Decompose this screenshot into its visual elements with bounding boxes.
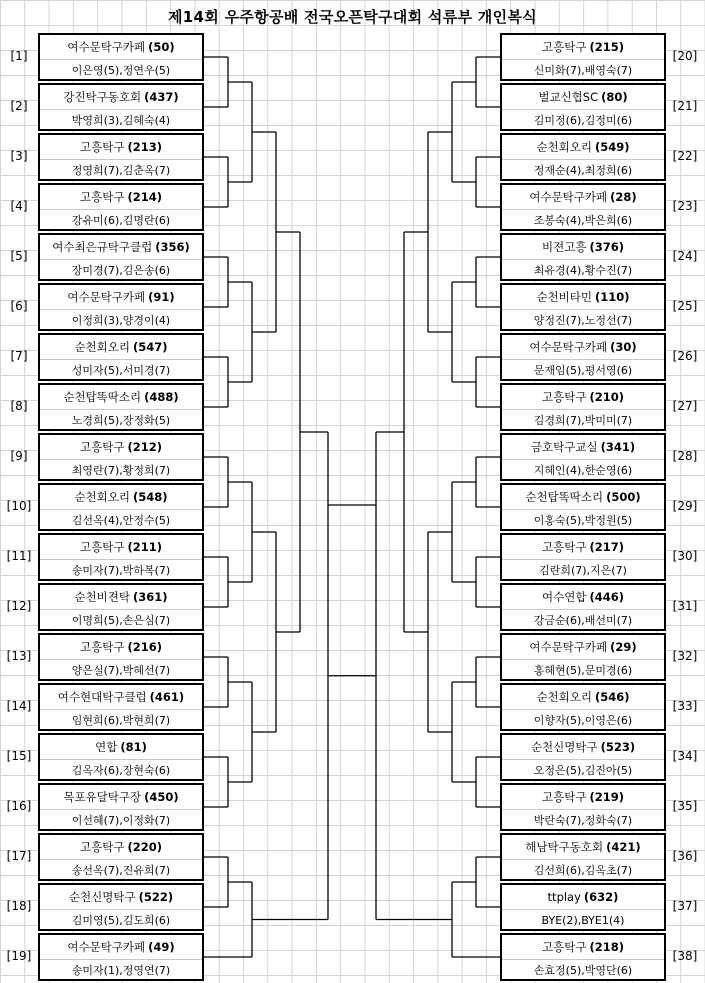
- player-names: 홍혜현(5),문미경(6): [533, 664, 633, 677]
- club-name: 여수최은규탁구클럽: [52, 240, 153, 254]
- player-names: 박란숙(7),정화숙(7): [533, 814, 633, 827]
- seed-number: [13]: [6, 649, 32, 663]
- club-name: 해남탁구동호회: [525, 840, 604, 854]
- seed-number: [37]: [672, 899, 698, 913]
- club-name: 여수문탁구카페: [67, 290, 146, 304]
- club-number: (213): [127, 140, 162, 154]
- club-name: 순천회오리: [74, 340, 130, 354]
- player-names: 노경희(5),장정화(5): [71, 414, 171, 427]
- seed-number: [19]: [6, 949, 32, 963]
- seed-number: [33]: [672, 699, 698, 713]
- club-name: 순천신명탁구: [68, 890, 136, 904]
- player-names: 성미자(5),서미경(7): [71, 364, 171, 377]
- club-number: (80): [601, 90, 628, 104]
- club-number: (546): [595, 690, 630, 704]
- seed-number: [12]: [6, 599, 32, 613]
- seed-number: [6]: [10, 299, 28, 313]
- club-number: (219): [589, 790, 624, 804]
- club-name: 고흥탁구: [80, 140, 125, 154]
- club-number: (549): [595, 140, 630, 154]
- player-names: 강유미(6),김명란(6): [71, 214, 171, 227]
- seed-number: [35]: [672, 799, 698, 813]
- seed-number: [9]: [10, 449, 28, 463]
- player-names: 송미자(7),박하복(7): [71, 564, 171, 577]
- club-number: (29): [610, 640, 637, 654]
- club-number: (217): [589, 540, 624, 554]
- player-names: 김미정(6),김정미(6): [533, 114, 633, 127]
- club-number: (218): [589, 940, 624, 954]
- club-name: 고흥탁구: [542, 790, 587, 804]
- club-number: (215): [589, 40, 624, 54]
- club-number: (548): [133, 490, 168, 504]
- club-number: (341): [600, 440, 636, 454]
- club-number: (356): [155, 240, 190, 254]
- seed-number: [11]: [6, 549, 32, 563]
- club-number: (91): [148, 290, 175, 304]
- club-name: 고흥탁구: [542, 940, 587, 954]
- club-number: (49): [148, 940, 175, 954]
- seed-number: [8]: [10, 399, 28, 413]
- player-names: 송미자(1),정영연(7): [71, 964, 171, 977]
- seed-number: [2]: [10, 99, 28, 113]
- club-number: (212): [127, 440, 162, 454]
- club-number: (376): [589, 240, 624, 254]
- club-number: (632): [583, 890, 619, 904]
- player-names: 이선혜(7),이정화(7): [71, 814, 171, 827]
- seed-number: [15]: [6, 749, 32, 763]
- club-number: (523): [600, 740, 636, 754]
- club-name: 고흥탁구: [80, 540, 125, 554]
- seed-number: [21]: [672, 99, 698, 113]
- club-name: 고흥탁구: [80, 640, 125, 654]
- player-names: 김미영(5),김도희(6): [71, 914, 171, 927]
- seed-number: [26]: [672, 349, 698, 363]
- player-names: 정영희(7),김춘옥(7): [71, 164, 171, 177]
- club-number: (437): [144, 90, 179, 104]
- seed-number: [22]: [672, 149, 698, 163]
- player-names: 이홍숙(5),박정원(5): [533, 514, 633, 527]
- club-name: 벌교신협SC: [538, 90, 599, 104]
- player-names: BYE(2),BYE1(4): [541, 914, 625, 927]
- club-name: 고흥탁구: [80, 840, 125, 854]
- club-name: 순천신명탁구: [530, 740, 598, 754]
- player-names: 지혜인(4),한순영(6): [533, 464, 633, 477]
- player-names: 김란희(7),지은(7): [539, 564, 627, 577]
- club-name: 여수문탁구카페: [529, 190, 608, 204]
- player-names: 강금순(6),배선미(7): [533, 614, 633, 627]
- player-names: 조봉숙(4),박은희(6): [533, 214, 633, 227]
- player-names: 송선옥(7),진유희(7): [71, 864, 171, 877]
- player-names: 장미경(7),김은송(6): [71, 264, 171, 277]
- player-names: 오정은(5),김진아(5): [533, 764, 633, 777]
- club-name: 고흥탁구: [80, 190, 125, 204]
- seed-number: [20]: [672, 49, 698, 63]
- seed-number: [10]: [6, 499, 32, 513]
- player-names: 박영희(3),김혜숙(4): [71, 114, 171, 127]
- player-names: 손효정(5),박영단(6): [533, 964, 633, 977]
- club-name: 고흥탁구: [542, 540, 587, 554]
- seed-number: [23]: [672, 199, 698, 213]
- club-number: (220): [127, 840, 162, 854]
- seed-number: [3]: [10, 149, 28, 163]
- club-number: (28): [610, 190, 637, 204]
- seed-number: [29]: [672, 499, 698, 513]
- club-number: (81): [120, 740, 147, 754]
- player-names: 신미화(7),배영숙(7): [533, 64, 633, 77]
- club-name: ttplay: [547, 890, 581, 904]
- player-names: 이향자(5),이영은(6): [533, 714, 633, 727]
- seed-number: [32]: [672, 649, 698, 663]
- club-name: 순천비젼탁: [74, 590, 130, 604]
- club-name: 비젼고흥: [542, 240, 587, 254]
- club-name: 고흥탁구: [80, 440, 125, 454]
- club-number: (210): [589, 390, 624, 404]
- club-name: 순천탑똑딱소리: [63, 390, 142, 404]
- seed-number: [18]: [6, 899, 32, 913]
- seed-number: [31]: [672, 599, 698, 613]
- club-name: 금호탁구교실: [530, 440, 598, 454]
- player-names: 김선희(6),김옥초(7): [533, 864, 633, 877]
- club-name: 순천회오리: [536, 140, 592, 154]
- club-name: 여수문탁구카페: [529, 340, 608, 354]
- club-number: (547): [133, 340, 168, 354]
- club-number: (50): [148, 40, 175, 54]
- seed-number: [30]: [672, 549, 698, 563]
- club-name: 목포유달탁구장: [63, 790, 142, 804]
- player-names: 이정희(3),양경이(4): [71, 314, 171, 327]
- player-names: 문재임(5),평서영(6): [533, 364, 633, 377]
- club-name: 순천회오리: [536, 690, 592, 704]
- club-number: (110): [595, 290, 630, 304]
- club-name: 여수문탁구카페: [529, 640, 608, 654]
- player-names: 정재순(4),최정희(6): [533, 164, 633, 177]
- club-number: (216): [127, 640, 162, 654]
- club-name: 고흥탁구: [542, 390, 587, 404]
- club-name: 순천탑똑딱소리: [525, 490, 604, 504]
- club-name: 여수문탁구카페: [67, 940, 146, 954]
- seed-number: [1]: [10, 49, 28, 63]
- seed-number: [7]: [10, 349, 28, 363]
- club-name: 여수연합: [542, 590, 587, 604]
- club-number: (488): [144, 390, 179, 404]
- player-names: 양은실(7),박혜선(7): [71, 664, 171, 677]
- player-names: 김선옥(4),안정수(5): [71, 514, 171, 527]
- club-number: (361): [133, 590, 168, 604]
- seed-number: [38]: [672, 949, 698, 963]
- club-name: 연합: [95, 740, 118, 754]
- club-name: 여수문탁구카페: [67, 40, 146, 54]
- club-number: (522): [138, 890, 174, 904]
- club-number: (450): [144, 790, 179, 804]
- club-number: (500): [606, 490, 641, 504]
- page-title: 제14회 우주항공배 전국오픈탁구대회 석류부 개인복식: [168, 8, 537, 26]
- club-number: (30): [610, 340, 637, 354]
- seed-number: [17]: [6, 849, 32, 863]
- player-names: 이명희(5),손은심(7): [71, 614, 171, 627]
- seed-number: [25]: [672, 299, 698, 313]
- seed-number: [5]: [10, 249, 28, 263]
- club-name: 순천회오리: [74, 490, 130, 504]
- club-number: (461): [149, 690, 185, 704]
- player-names: 양정진(7),노정선(7): [533, 314, 633, 327]
- club-name: 여수현대탁구클럽: [57, 690, 147, 704]
- club-number: (211): [127, 540, 162, 554]
- club-name: 강진탁구동호회: [63, 90, 142, 104]
- club-name: 순천비타민: [536, 290, 592, 304]
- player-names: 김경희(7),박미미(7): [533, 414, 633, 427]
- player-names: 이은영(5),정연우(5): [71, 64, 171, 77]
- seed-number: [34]: [672, 749, 698, 763]
- seed-number: [24]: [672, 249, 698, 263]
- player-names: 김옥자(6),장현숙(6): [71, 764, 171, 777]
- seed-number: [28]: [672, 449, 698, 463]
- seed-number: [36]: [672, 849, 698, 863]
- seed-number: [16]: [6, 799, 32, 813]
- player-names: 임현희(6),박현희(7): [71, 714, 171, 727]
- player-names: 최유경(4),황수진(7): [533, 264, 633, 277]
- club-number: (421): [606, 840, 641, 854]
- seed-number: [27]: [672, 399, 698, 413]
- player-names: 최영란(7),황정희(7): [71, 464, 171, 477]
- club-name: 고흥탁구: [542, 40, 587, 54]
- club-number: (446): [589, 590, 624, 604]
- seed-number: [14]: [6, 699, 32, 713]
- club-number: (214): [127, 190, 162, 204]
- seed-number: [4]: [10, 199, 28, 213]
